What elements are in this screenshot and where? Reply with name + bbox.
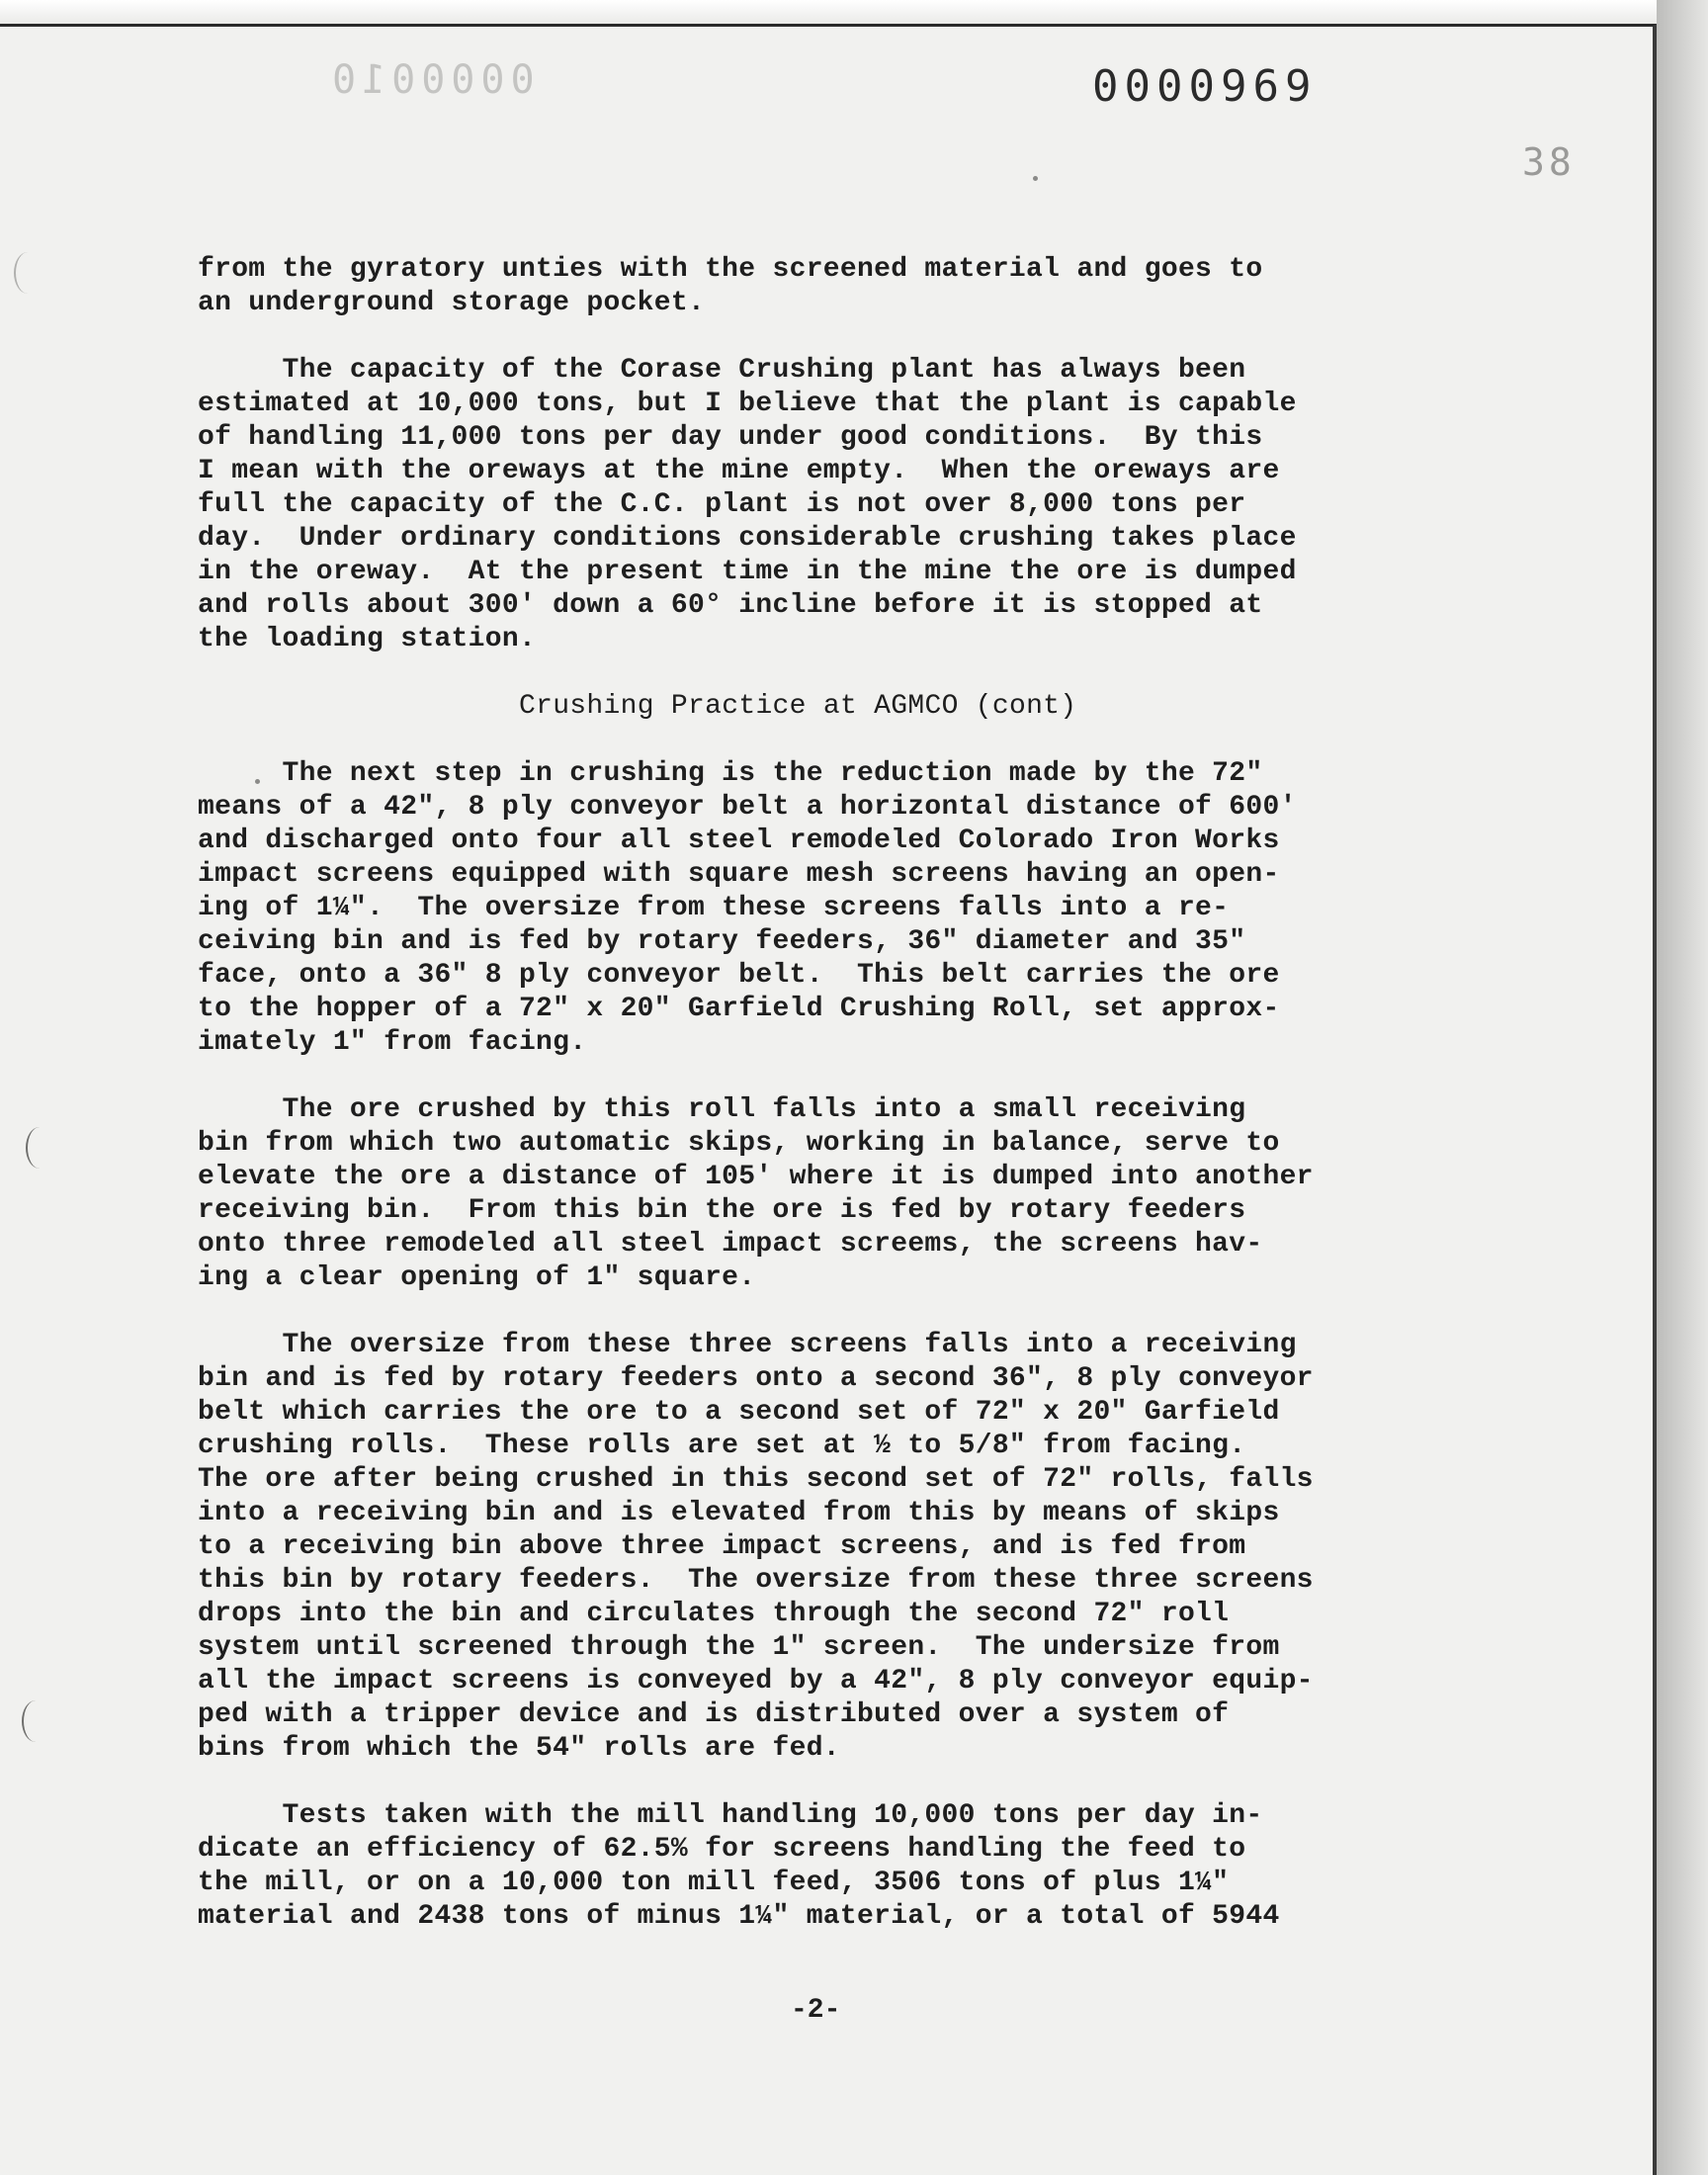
section-heading: Crushing Practice at AGMCO (cont) bbox=[519, 691, 1077, 722]
scan-speck bbox=[1033, 176, 1038, 181]
text-line: I mean with the oreways at the mine empty. When the oreways are bbox=[198, 456, 1280, 486]
text-line: ceiving bin and is fed by rotary feeders, 36" diameter and 35" bbox=[198, 926, 1246, 957]
text-line: an underground storage pocket. bbox=[198, 288, 706, 318]
text-line: receiving bin. From this bin the ore is fed by rotary feeders bbox=[198, 1195, 1246, 1226]
paragraph-gap bbox=[198, 1766, 1542, 1799]
text-line: The oversize from these three screens falls into a receiving bbox=[198, 1330, 1297, 1360]
text-line: this bin by rotary feeders. The oversize from these three screens bbox=[198, 1565, 1314, 1596]
text-line: belt which carries the ore to a second set of 72" x 20" Garfield bbox=[198, 1397, 1280, 1428]
text-line: from the gyratory unties with the screened material and goes to bbox=[198, 254, 1263, 285]
text-line: material and 2438 tons of minus 1¼" material, or a total of 5944 bbox=[198, 1901, 1280, 1932]
text-line: to a receiving bin above three impact screens, and is fed from bbox=[198, 1531, 1246, 1562]
text-line: The ore after being crushed in this second set of 72" rolls, falls bbox=[198, 1464, 1314, 1495]
text-line: bin from which two automatic skips, working in balance, serve to bbox=[198, 1128, 1280, 1159]
text-line: The capacity of the Corase Crushing plant has always been bbox=[198, 355, 1246, 386]
text-line: crushing rolls. These rolls are set at ½ to 5/8" from facing. bbox=[198, 1431, 1246, 1461]
text-line: day. Under ordinary conditions considerable crushing takes place bbox=[198, 523, 1297, 554]
paragraph-gap bbox=[198, 320, 1542, 354]
paragraph-gap bbox=[198, 724, 1542, 757]
paragraph-gap bbox=[198, 656, 1542, 690]
text-line: Tests taken with the mill handling 10,000 tons per day in- bbox=[198, 1800, 1263, 1831]
text-line: impact screens equipped with square mesh screens having an open- bbox=[198, 859, 1280, 890]
punch-hole-mark bbox=[26, 1127, 53, 1169]
document-body bbox=[198, 253, 1542, 1934]
text-line: the loading station. bbox=[198, 624, 537, 654]
text-line: onto three remodeled all steel impact screems, the screens hav- bbox=[198, 1229, 1263, 1260]
page-number: -2- bbox=[791, 1995, 841, 2026]
text-line: The next step in crushing is the reduction made by the 72" bbox=[198, 758, 1263, 789]
paragraph-gap bbox=[198, 1060, 1542, 1093]
scan-top-edge bbox=[0, 0, 1708, 24]
text-line: means of a 42", 8 ply conveyor belt a horizontal distance of 600' bbox=[198, 792, 1297, 823]
corner-page-mark: 38 bbox=[1522, 140, 1576, 184]
text-line: all the impact screens is conveyed by a 42", 8 ply conveyor equip- bbox=[198, 1666, 1314, 1696]
text-line: ing a clear opening of 1" square. bbox=[198, 1262, 756, 1293]
text-line: drops into the bin and circulates through the second 72" roll bbox=[198, 1599, 1230, 1629]
bates-number-stamp: 0000969 bbox=[1092, 61, 1318, 112]
scan-right-edge bbox=[1657, 0, 1708, 2175]
faded-bates-stamp: 0000010 bbox=[326, 57, 535, 103]
text-line: full the capacity of the C.C. plant is not over 8,000 tons per bbox=[198, 489, 1246, 520]
text-line: in the oreway. At the present time in the mine the ore is dumped bbox=[198, 557, 1297, 587]
text-line: bins from which the 54" rolls are fed. bbox=[198, 1733, 840, 1764]
punch-hole-mark bbox=[14, 252, 42, 294]
paragraph-gap bbox=[198, 1295, 1542, 1329]
text-line: ped with a tripper device and is distributed over a system of bbox=[198, 1699, 1230, 1730]
text-line: elevate the ore a distance of 105' where it is dumped into another bbox=[198, 1162, 1314, 1192]
text-line: of handling 11,000 tons per day under good conditions. By this bbox=[198, 422, 1263, 453]
text-line: dicate an efficiency of 62.5% for screens handling the feed to bbox=[198, 1834, 1246, 1865]
text-line: to the hopper of a 72" x 20" Garfield Crushing Roll, set approx- bbox=[198, 994, 1280, 1024]
text-line: bin and is fed by rotary feeders onto a second 36", 8 ply conveyor bbox=[198, 1363, 1314, 1394]
text-line: ing of 1¼". The oversize from these screens falls into a re- bbox=[198, 893, 1230, 923]
text-line: system until screened through the 1" screen. The undersize from bbox=[198, 1632, 1280, 1663]
punch-hole-mark bbox=[22, 1700, 49, 1742]
text-line: The ore crushed by this roll falls into a small receiving bbox=[198, 1094, 1246, 1125]
text-line: imately 1" from facing. bbox=[198, 1027, 587, 1058]
text-line: estimated at 10,000 tons, but I believe that the plant is capable bbox=[198, 389, 1297, 419]
text-line: face, onto a 36" 8 ply conveyor belt. This belt carries the ore bbox=[198, 960, 1280, 991]
text-line: the mill, or on a 10,000 ton mill feed, 3506 tons of plus 1¼" bbox=[198, 1868, 1230, 1898]
text-line: into a receiving bin and is elevated from this by means of skips bbox=[198, 1498, 1280, 1528]
text-line: and discharged onto four all steel remodeled Colorado Iron Works bbox=[198, 826, 1280, 856]
text-line: and rolls about 300' down a 60° incline before it is stopped at bbox=[198, 590, 1263, 621]
